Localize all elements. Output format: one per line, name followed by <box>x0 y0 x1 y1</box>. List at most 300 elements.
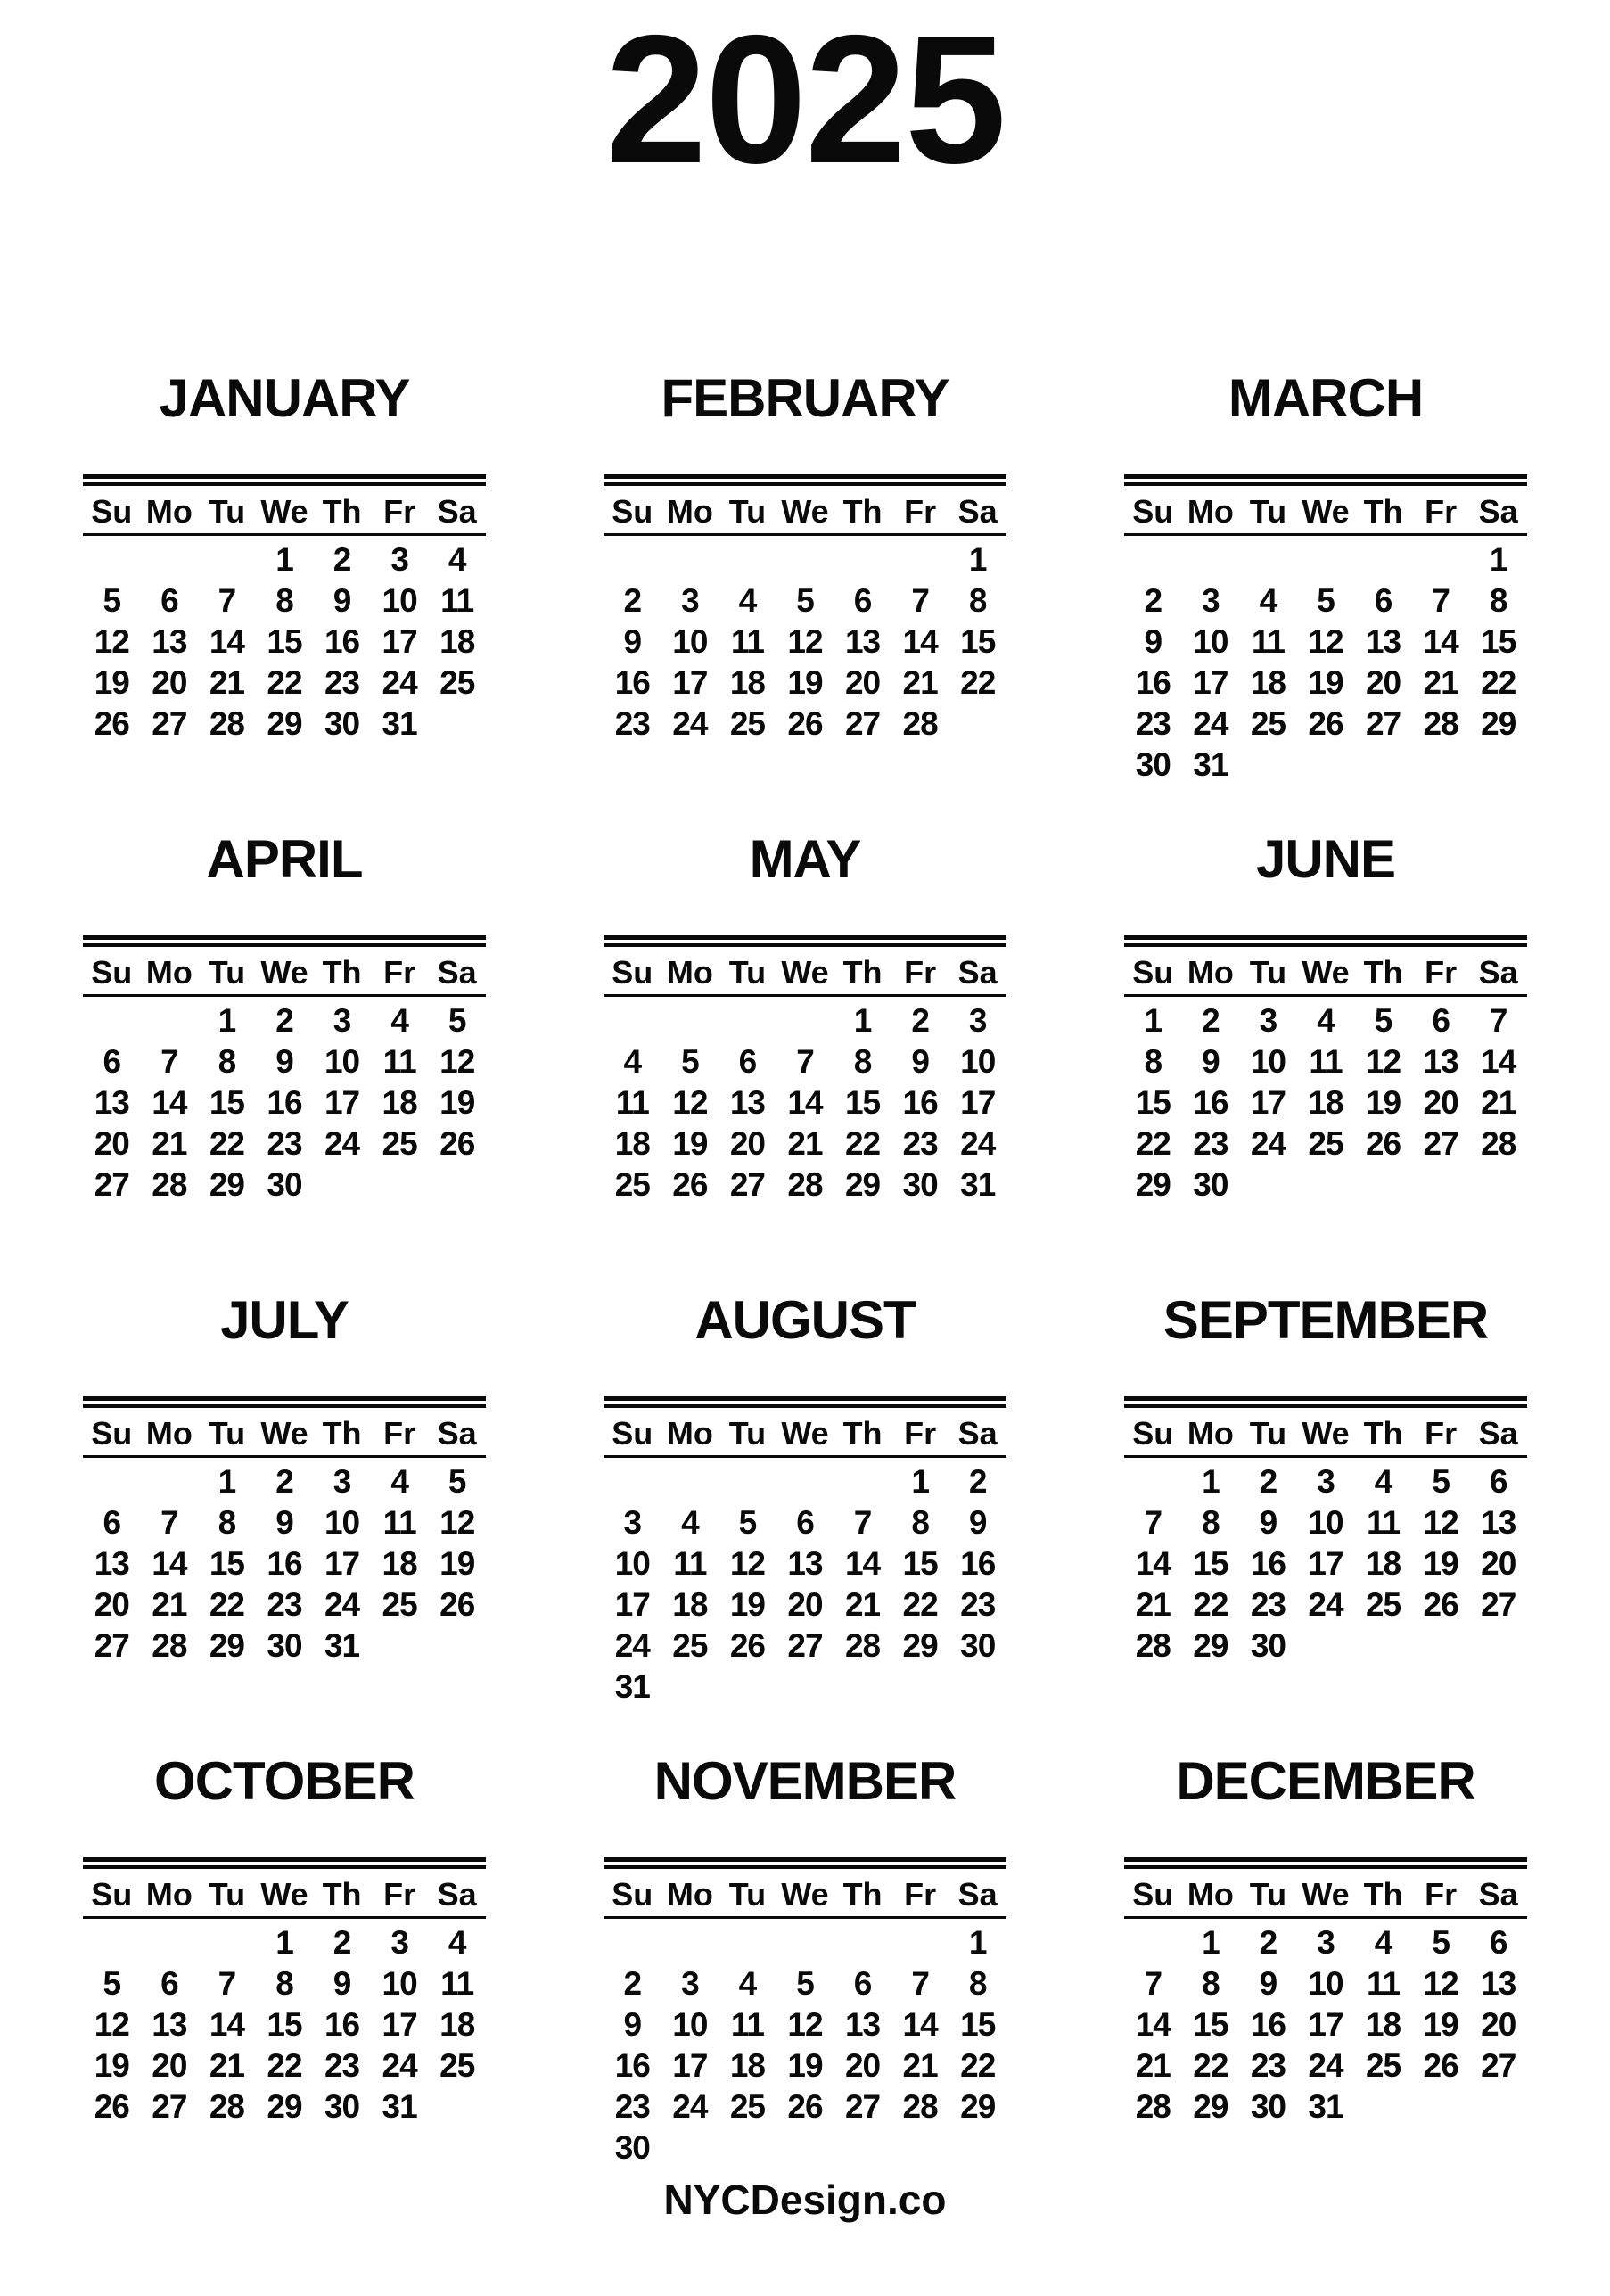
weekday-label: Su <box>1132 492 1174 530</box>
date-cell: 13 <box>787 1544 823 1582</box>
date-cell: 19 <box>787 663 823 701</box>
date-cell: 21 <box>844 1585 881 1623</box>
weekday-label: Su <box>1132 953 1174 991</box>
date-cell: 29 <box>267 704 302 742</box>
month-title: NOVEMBER <box>653 1750 957 1811</box>
weekday-label: We <box>260 1414 308 1452</box>
month-title: SEPTEMBER <box>1162 1289 1489 1350</box>
date-cell: 31 <box>1193 745 1228 783</box>
weekday-label: Su <box>91 492 133 530</box>
date-cell: 19 <box>729 1585 765 1623</box>
date-cell: 4 <box>1374 1462 1392 1500</box>
date-cell: 1 <box>1144 1001 1162 1039</box>
date-cell: 16 <box>960 1544 996 1582</box>
date-cell: 24 <box>382 2046 417 2084</box>
date-cell: 1 <box>275 1923 293 1961</box>
weekday-label: We <box>781 953 829 991</box>
date-cell: 20 <box>787 1585 823 1623</box>
weekday-label: Fr <box>383 1875 416 1913</box>
weekday-label: Th <box>842 953 883 991</box>
date-cell-empty <box>1354 745 1412 786</box>
month-title: FEBRUARY <box>661 367 949 428</box>
year-title: 2025 <box>604 0 1006 202</box>
date-cell: 26 <box>729 1626 765 1664</box>
date-cell: 8 <box>218 1042 236 1080</box>
date-cell: 17 <box>324 1083 360 1121</box>
date-cell: 30 <box>614 2128 650 2166</box>
month-august <box>604 1289 1006 1705</box>
date-cell: 30 <box>960 1626 996 1664</box>
date-cell: 31 <box>960 1165 996 1203</box>
month-march <box>1124 367 1527 783</box>
weekday-label: Tu <box>1249 953 1287 991</box>
date-cell: 24 <box>672 2087 708 2125</box>
date-cell: 12 <box>1308 622 1343 660</box>
date-cell: 25 <box>382 1124 417 1162</box>
weekday-label: Tu <box>728 1414 767 1452</box>
weekday-label: We <box>260 492 308 530</box>
weekday-label: Su <box>1132 1875 1174 1913</box>
date-cell-empty <box>1469 745 1527 786</box>
date-cell: 14 <box>209 622 244 660</box>
month-top-rule <box>604 474 1006 486</box>
date-cell-empty <box>776 1000 834 1041</box>
weekday-label: Tu <box>208 1414 246 1452</box>
date-cell: 26 <box>787 2087 823 2125</box>
date-cell-empty <box>661 1000 719 1041</box>
date-cell: 26 <box>1423 2046 1458 2084</box>
date-cell: 15 <box>844 1083 881 1121</box>
date-cell: 10 <box>324 1503 360 1541</box>
date-cell-empty <box>1297 1625 1355 1666</box>
date-cell-empty <box>1354 1625 1412 1666</box>
date-cell: 24 <box>960 1124 996 1162</box>
date-cell: 4 <box>738 1964 757 2002</box>
date-cell: 8 <box>1202 1503 1220 1541</box>
date-cell: 14 <box>152 1544 187 1582</box>
date-cell: 14 <box>1423 622 1458 660</box>
weekday-label: Fr <box>1425 1414 1458 1452</box>
date-cell: 18 <box>439 622 475 660</box>
date-cell: 15 <box>902 1544 938 1582</box>
date-cell: 5 <box>1317 581 1335 619</box>
date-cell: 18 <box>1365 2005 1401 2043</box>
date-cell: 31 <box>1308 2087 1343 2125</box>
date-cell: 27 <box>1481 1585 1516 1623</box>
date-cell: 16 <box>324 2005 360 2043</box>
dates-grid <box>1124 1919 1527 2127</box>
weekday-header-row <box>1124 486 1527 536</box>
date-cell: 20 <box>152 2046 187 2084</box>
date-cell: 1 <box>1489 540 1507 578</box>
date-cell: 13 <box>1423 1042 1458 1080</box>
date-cell: 6 <box>1489 1923 1507 1961</box>
date-cell: 23 <box>1193 1124 1228 1162</box>
weekday-label: Tu <box>1249 1414 1287 1452</box>
date-cell: 1 <box>275 540 293 578</box>
date-cell: 11 <box>1367 1964 1401 2002</box>
weekday-label: We <box>781 1875 829 1913</box>
weekday-label: Fr <box>904 953 937 991</box>
weekday-label: Th <box>322 1875 362 1913</box>
weekday-label: Sa <box>1478 953 1518 991</box>
date-cell: 29 <box>844 1165 881 1203</box>
weekday-label: Tu <box>208 1875 246 1913</box>
date-cell: 8 <box>968 581 987 619</box>
date-cell: 25 <box>1250 704 1286 742</box>
weekday-label: Mo <box>145 1414 193 1452</box>
weekday-label: Su <box>91 1414 133 1452</box>
date-cell: 3 <box>390 540 408 578</box>
date-cell: 27 <box>152 2087 187 2125</box>
date-cell-empty <box>141 1000 199 1041</box>
month-title: MAY <box>749 828 861 889</box>
date-cell: 3 <box>681 1964 699 2002</box>
date-cell: 14 <box>902 2005 938 2043</box>
date-cell-empty <box>776 1666 834 1708</box>
weekday-label: Sa <box>1478 1875 1518 1913</box>
date-cell-empty <box>776 1461 834 1502</box>
date-cell-empty <box>428 1164 486 1206</box>
date-cell: 25 <box>729 2087 765 2125</box>
date-cell-empty <box>719 1922 776 1963</box>
date-cell: 16 <box>1135 663 1171 701</box>
date-cell: 21 <box>152 1585 187 1623</box>
date-cell: 30 <box>902 1165 938 1203</box>
date-cell: 22 <box>1135 1124 1171 1162</box>
date-cell: 24 <box>1193 704 1228 742</box>
date-cell: 13 <box>152 622 187 660</box>
weekday-label: Su <box>612 1875 653 1913</box>
date-cell: 17 <box>672 663 708 701</box>
date-cell: 30 <box>1135 745 1171 783</box>
date-cell: 1 <box>853 1001 872 1039</box>
date-cell: 18 <box>672 1585 708 1623</box>
date-cell-empty <box>1239 1164 1297 1206</box>
date-cell: 3 <box>1317 1462 1335 1500</box>
month-december <box>1124 1750 1527 2165</box>
weekday-header-row <box>604 947 1006 997</box>
date-cell: 1 <box>1202 1462 1220 1500</box>
date-cell: 9 <box>911 1042 929 1080</box>
date-cell-empty <box>198 539 256 580</box>
date-cell: 31 <box>324 1626 360 1664</box>
weekday-label: Fr <box>904 1414 937 1452</box>
date-cell: 24 <box>1308 1585 1343 1623</box>
date-cell: 13 <box>844 2005 881 2043</box>
date-cell: 15 <box>267 622 302 660</box>
date-cell: 11 <box>730 2005 764 2043</box>
date-cell: 13 <box>94 1544 129 1582</box>
dates-grid <box>83 1919 486 2127</box>
date-cell: 23 <box>902 1124 938 1162</box>
date-cell: 17 <box>382 622 417 660</box>
weekday-label: Sa <box>437 1414 477 1452</box>
date-cell: 20 <box>152 663 187 701</box>
date-cell: 16 <box>614 663 650 701</box>
date-cell: 25 <box>614 1165 650 1203</box>
weekday-header-row <box>83 486 486 536</box>
date-cell: 14 <box>1481 1042 1516 1080</box>
weekday-label: Th <box>322 492 362 530</box>
date-cell: 13 <box>1481 1503 1516 1541</box>
date-cell: 7 <box>218 1964 236 2002</box>
date-cell: 20 <box>1481 1544 1516 1582</box>
date-cell: 23 <box>960 1585 996 1623</box>
date-cell: 28 <box>1135 2087 1171 2125</box>
date-cell: 2 <box>623 1964 642 2002</box>
date-cell-empty <box>661 1922 719 1963</box>
date-cell: 2 <box>1144 581 1162 619</box>
date-cell: 26 <box>672 1165 708 1203</box>
date-cell: 29 <box>1481 704 1516 742</box>
date-cell: 1 <box>968 540 987 578</box>
date-cell: 18 <box>382 1083 417 1121</box>
month-title: JULY <box>220 1289 349 1350</box>
date-cell: 5 <box>103 581 121 619</box>
date-cell-empty <box>891 1666 949 1708</box>
weekday-label: Su <box>612 953 653 991</box>
date-cell: 15 <box>1193 1544 1228 1582</box>
date-cell: 21 <box>1135 1585 1171 1623</box>
date-cell: 4 <box>448 540 466 578</box>
date-cell: 7 <box>160 1503 178 1541</box>
date-cell: 22 <box>1481 663 1516 701</box>
date-cell: 30 <box>267 1626 302 1664</box>
date-cell: 20 <box>1423 1083 1458 1121</box>
date-cell: 13 <box>844 622 881 660</box>
date-cell: 21 <box>209 663 244 701</box>
date-cell: 3 <box>681 581 699 619</box>
date-cell-empty <box>604 1922 661 1963</box>
date-cell: 29 <box>1193 1626 1228 1664</box>
date-cell: 19 <box>94 2046 129 2084</box>
month-title: APRIL <box>206 828 363 889</box>
date-cell: 5 <box>738 1503 757 1541</box>
date-cell: 6 <box>1489 1462 1507 1500</box>
date-cell: 30 <box>324 2087 360 2125</box>
date-cell: 17 <box>614 1585 650 1623</box>
date-cell: 25 <box>382 1585 417 1623</box>
date-cell: 28 <box>1423 704 1458 742</box>
date-cell: 5 <box>103 1964 121 2002</box>
date-cell: 17 <box>672 2046 708 2084</box>
date-cell: 12 <box>439 1042 475 1080</box>
date-cell-empty <box>313 1164 371 1206</box>
date-cell: 21 <box>902 2046 938 2084</box>
date-cell: 22 <box>1193 1585 1228 1623</box>
month-june <box>1124 828 1527 1243</box>
weekday-header-row <box>604 1869 1006 1919</box>
month-top-rule <box>604 935 1006 947</box>
date-cell: 13 <box>152 2005 187 2043</box>
date-cell: 12 <box>787 2005 823 2043</box>
date-cell: 6 <box>853 581 872 619</box>
weekday-label: Tu <box>208 492 246 530</box>
date-cell: 23 <box>324 663 360 701</box>
weekday-label: Fr <box>904 1875 937 1913</box>
date-cell: 30 <box>1250 1626 1286 1664</box>
date-cell: 10 <box>1193 622 1228 660</box>
date-cell: 23 <box>614 704 650 742</box>
date-cell-empty <box>719 1000 776 1041</box>
date-cell: 10 <box>1308 1503 1343 1541</box>
dates-grid <box>604 1919 1006 2168</box>
date-cell: 28 <box>844 1626 881 1664</box>
date-cell: 14 <box>1135 1544 1171 1582</box>
dates-grid <box>1124 1458 1527 1666</box>
date-cell: 8 <box>1489 581 1507 619</box>
date-cell: 4 <box>390 1001 408 1039</box>
weekday-label: Th <box>1363 492 1403 530</box>
date-cell: 17 <box>324 1544 360 1582</box>
date-cell: 6 <box>103 1503 121 1541</box>
date-cell: 14 <box>844 1544 881 1582</box>
date-cell-empty <box>834 1461 891 1502</box>
date-cell-empty <box>83 539 141 580</box>
dates-grid <box>83 1458 486 1666</box>
weekday-label: Mo <box>1187 1875 1234 1913</box>
date-cell-empty <box>604 1000 661 1041</box>
date-cell: 7 <box>853 1503 872 1541</box>
date-cell: 15 <box>209 1544 244 1582</box>
date-cell: 19 <box>1423 1544 1458 1582</box>
date-cell: 25 <box>672 1626 708 1664</box>
date-cell: 24 <box>672 704 708 742</box>
date-cell: 5 <box>1432 1923 1450 1961</box>
date-cell: 23 <box>614 2087 650 2125</box>
date-cell: 12 <box>94 622 129 660</box>
weekday-label: Fr <box>383 1414 416 1452</box>
date-cell: 26 <box>1308 704 1343 742</box>
date-cell: 2 <box>275 1462 293 1500</box>
date-cell: 2 <box>911 1001 929 1039</box>
date-cell-empty <box>428 2086 486 2127</box>
date-cell: 9 <box>275 1042 293 1080</box>
date-cell: 19 <box>672 1124 708 1162</box>
date-cell: 17 <box>1308 1544 1343 1582</box>
date-cell: 14 <box>902 622 938 660</box>
weekday-label: Th <box>1363 1875 1403 1913</box>
date-cell: 10 <box>382 581 417 619</box>
weekday-label: Fr <box>1425 1875 1458 1913</box>
date-cell: 3 <box>623 1503 642 1541</box>
date-cell: 4 <box>738 581 757 619</box>
date-cell: 21 <box>902 663 938 701</box>
date-cell: 12 <box>1423 1964 1458 2002</box>
date-cell: 18 <box>1308 1083 1343 1121</box>
date-cell: 21 <box>1481 1083 1516 1121</box>
date-cell: 9 <box>1144 622 1162 660</box>
date-cell-empty <box>604 1461 661 1502</box>
date-cell: 2 <box>275 1001 293 1039</box>
date-cell: 8 <box>1202 1964 1220 2002</box>
month-top-rule <box>1124 1857 1527 1869</box>
date-cell: 20 <box>1481 2005 1516 2043</box>
date-cell-empty <box>1297 745 1355 786</box>
date-cell: 11 <box>440 581 474 619</box>
date-cell: 4 <box>1259 581 1277 619</box>
date-cell-empty <box>1297 1164 1355 1206</box>
date-cell: 27 <box>1423 1124 1458 1162</box>
date-cell-empty <box>428 1625 486 1666</box>
date-cell-empty <box>834 1922 891 1963</box>
weekday-label: We <box>781 492 829 530</box>
date-cell: 5 <box>1432 1462 1450 1500</box>
date-cell: 14 <box>787 1083 823 1121</box>
month-title: JUNE <box>1255 828 1396 889</box>
date-cell: 14 <box>1135 2005 1171 2043</box>
date-cell: 20 <box>94 1585 129 1623</box>
date-cell-empty <box>891 539 949 580</box>
date-cell: 14 <box>152 1083 187 1121</box>
date-cell: 1 <box>1202 1923 1220 1961</box>
dates-grid <box>604 536 1006 745</box>
date-cell: 7 <box>1144 1503 1162 1541</box>
date-cell: 9 <box>1259 1503 1277 1541</box>
weekday-label: Th <box>322 1414 362 1452</box>
date-cell: 29 <box>209 1165 244 1203</box>
date-cell: 20 <box>1365 663 1401 701</box>
date-cell-empty <box>141 539 199 580</box>
date-cell: 25 <box>1308 1124 1343 1162</box>
date-cell: 10 <box>672 622 708 660</box>
date-cell-empty <box>661 1666 719 1708</box>
weekday-label: Th <box>842 1875 883 1913</box>
date-cell: 21 <box>209 2046 244 2084</box>
date-cell: 7 <box>796 1042 814 1080</box>
date-cell: 15 <box>1193 2005 1228 2043</box>
date-cell-empty <box>1469 1625 1527 1666</box>
date-cell: 12 <box>729 1544 765 1582</box>
date-cell: 6 <box>160 581 178 619</box>
weekday-label: Mo <box>1187 492 1234 530</box>
footer-brand: NYCDesign.co <box>663 2176 947 2223</box>
date-cell: 13 <box>1481 1964 1516 2002</box>
date-cell: 8 <box>275 1964 293 2002</box>
date-cell: 11 <box>440 1964 474 2002</box>
date-cell: 29 <box>960 2087 996 2125</box>
weekday-label: Tu <box>728 492 767 530</box>
date-cell: 16 <box>1250 1544 1286 1582</box>
date-cell: 4 <box>390 1462 408 1500</box>
date-cell: 27 <box>94 1626 129 1664</box>
date-cell-empty <box>1239 745 1297 786</box>
dates-grid <box>1124 997 1527 1206</box>
dates-grid <box>83 536 486 745</box>
weekday-label: Su <box>612 1414 653 1452</box>
date-cell: 5 <box>1374 1001 1392 1039</box>
date-cell: 19 <box>1365 1083 1401 1121</box>
weekday-label: We <box>260 953 308 991</box>
date-cell: 19 <box>439 1544 475 1582</box>
date-cell: 1 <box>911 1462 929 1500</box>
date-cell: 16 <box>1193 1083 1228 1121</box>
date-cell: 18 <box>614 1124 650 1162</box>
dates-grid <box>1124 536 1527 786</box>
date-cell: 28 <box>209 2087 244 2125</box>
date-cell: 11 <box>382 1503 416 1541</box>
date-cell-empty <box>949 1666 1006 1708</box>
date-cell: 12 <box>672 1083 708 1121</box>
date-cell: 9 <box>333 1964 351 2002</box>
date-cell: 28 <box>152 1626 187 1664</box>
weekday-label: We <box>1302 1414 1350 1452</box>
date-cell: 5 <box>448 1462 466 1500</box>
weekday-label: Mo <box>666 1414 713 1452</box>
date-cell: 19 <box>439 1083 475 1121</box>
month-title: AUGUST <box>694 1289 916 1350</box>
